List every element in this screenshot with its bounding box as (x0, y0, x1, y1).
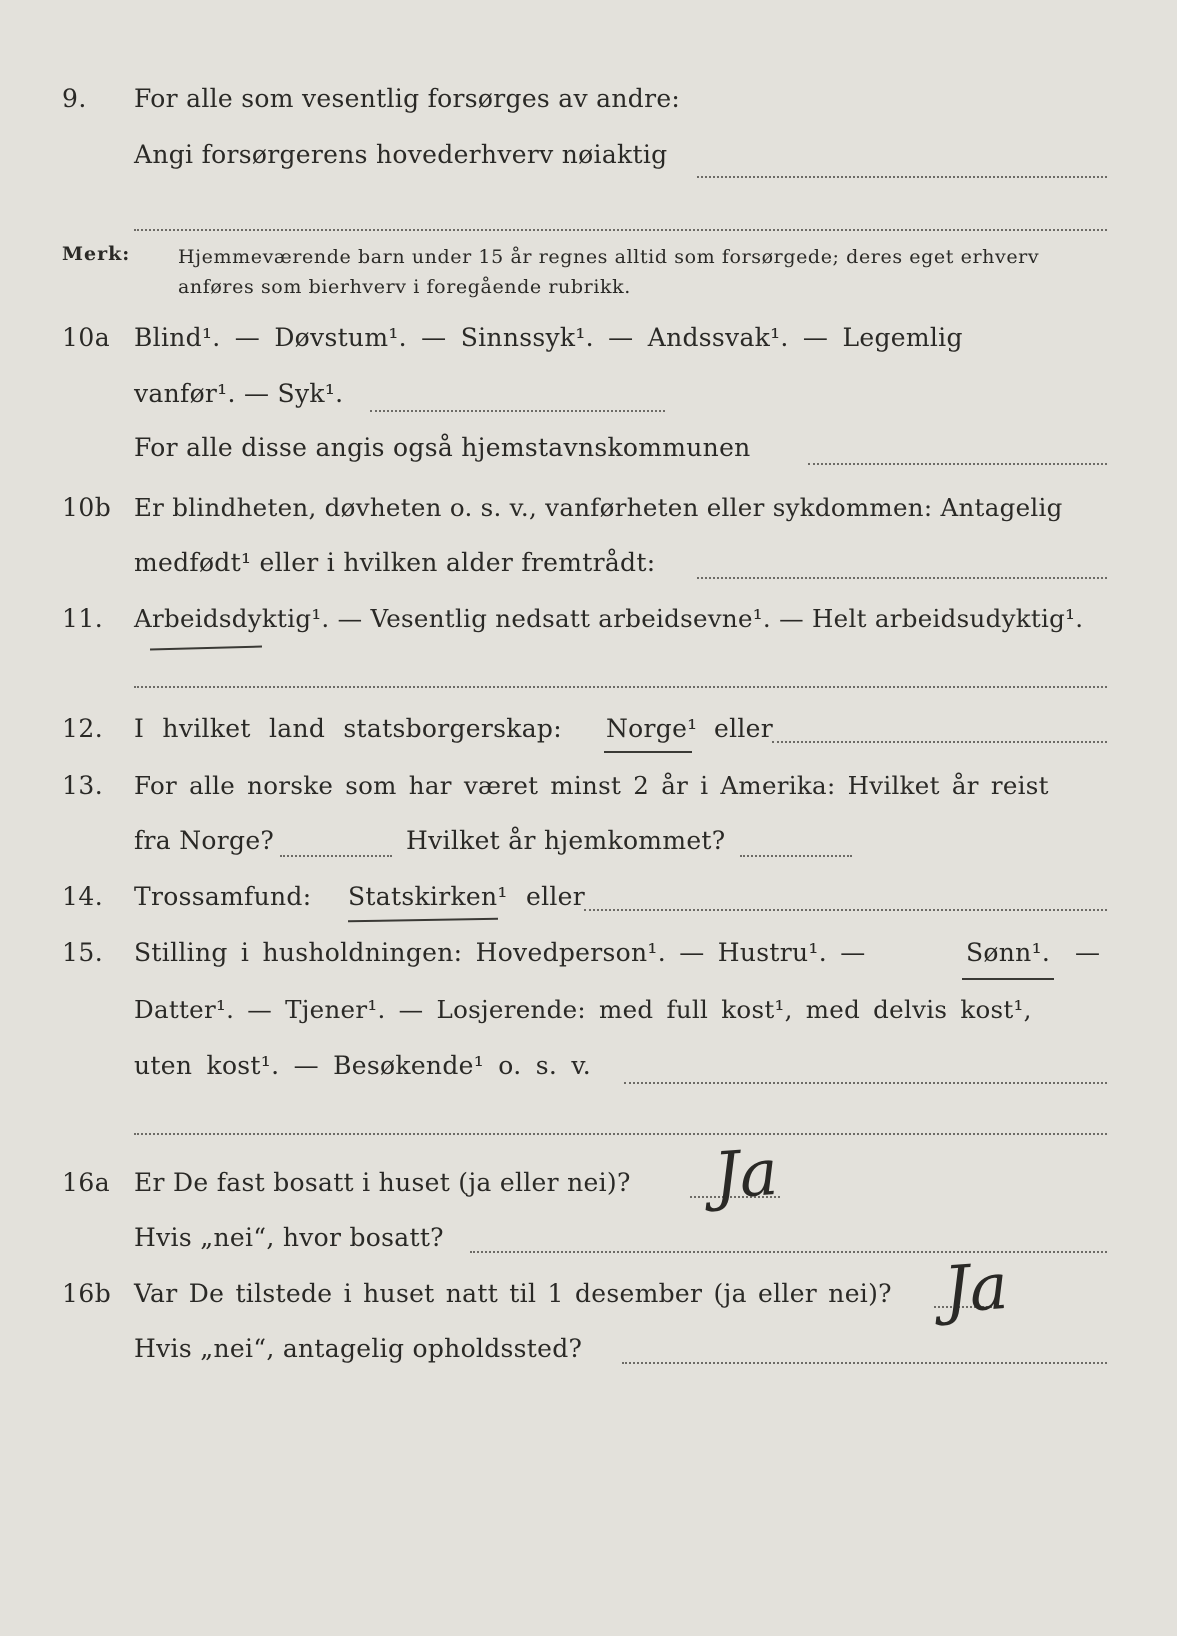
question-number: 15. (62, 938, 104, 967)
answer-line[interactable] (697, 176, 1107, 178)
note-text: Hjemmeværende barn under 15 år regnes alltid som forsørgede; deres eget erhverv (178, 246, 1040, 268)
question-16b-line-2 (0, 1334, 1177, 1378)
question-number: 16a (62, 1168, 111, 1197)
question-text: eller (714, 714, 774, 743)
handwritten-underline (962, 978, 1054, 980)
question-text: Er De fast bosatt i huset (ja eller nei)? (134, 1168, 631, 1197)
question-text: For alle norske som har været minst 2 år i Amerika: Hvilket år reist (134, 771, 1049, 800)
handwritten-answer: Ja (941, 1249, 1011, 1329)
question-text: Var De tilstede i huset natt til 1 desember (ja eller nei)? (134, 1279, 892, 1308)
question-15-line-2 (0, 995, 1177, 1039)
question-text: For alle som vesentlig forsørges av andre: (134, 84, 681, 113)
question-text: medfødt¹ eller i hvilken alder fremtrådt: (134, 548, 656, 577)
question-15-line-3 (0, 1051, 1177, 1095)
question-text: Arbeidsdyktig¹. — Vesentlig nedsatt arbeidsevne¹. — Helt arbeidsudyktig¹. (134, 604, 1084, 633)
question-13 (0, 771, 1177, 815)
question-text: Angi forsørgerens hovederhverv nøiaktig (134, 140, 668, 169)
answer-line[interactable] (470, 1251, 1107, 1253)
question-text: For alle disse angis også hjemstavnskommunen (134, 433, 751, 462)
question-number: 16b (62, 1279, 112, 1308)
answer-line[interactable] (772, 741, 1107, 743)
question-11 (0, 604, 1177, 648)
answer-line[interactable] (808, 463, 1107, 465)
question-text: Hvilket år hjemkommet? (406, 826, 726, 855)
question-text: Hvis „nei“, antagelig opholdssted? (134, 1334, 583, 1363)
question-16a (0, 1168, 1177, 1212)
question-number: 9. (62, 84, 87, 113)
answer-line[interactable] (134, 229, 1107, 231)
question-13-line-2 (0, 826, 1177, 870)
question-number: 10a (62, 323, 111, 352)
note-label: Merk: (62, 243, 131, 265)
question-text: vanfør¹. — Syk¹. (134, 379, 344, 408)
question-text: Er blindheten, døvheten o. s. v., vanførheten eller sykdommen: Antagelig (134, 493, 1063, 522)
question-text: I hvilket land statsborgerskap: (134, 714, 562, 743)
answer-line[interactable] (370, 410, 665, 412)
question-number: 12. (62, 714, 104, 743)
question-14 (0, 882, 1177, 926)
answer-line[interactable] (697, 577, 1107, 579)
question-text: Stilling i husholdningen: Hovedperson¹. — Hustru¹. — (134, 938, 866, 967)
question-9 (0, 84, 1177, 128)
question-text: — (1075, 938, 1101, 967)
answer-line[interactable] (624, 1082, 1107, 1084)
question-10a-line-3 (0, 433, 1177, 477)
answer-line[interactable] (584, 909, 1107, 911)
question-number: 11. (62, 604, 104, 633)
question-12 (0, 714, 1177, 758)
question-15 (0, 938, 1177, 982)
selected-option: Sønn¹. (966, 938, 1051, 967)
handwritten-underline (604, 751, 692, 753)
question-10a (0, 323, 1177, 367)
note-text: anføres som bierhverv i foregående rubrikk. (178, 276, 631, 298)
selected-option: Statskirken¹ (348, 882, 508, 911)
question-number: 14. (62, 882, 104, 911)
selected-option: Norge¹ (606, 714, 698, 743)
question-text: Blind¹. — Døvstum¹. — Sinnssyk¹. — Andssvak¹. — Legemlig (134, 323, 963, 352)
question-10a-line-2 (0, 379, 1177, 423)
answer-line[interactable] (622, 1362, 1107, 1364)
question-text: fra Norge? (134, 826, 275, 855)
answer-line[interactable] (134, 686, 1107, 688)
question-number: 10b (62, 493, 112, 522)
question-text: eller (526, 882, 586, 911)
handwritten-answer: Ja (711, 1135, 781, 1215)
question-text: uten kost¹. — Besøkende¹ o. s. v. (134, 1051, 592, 1080)
answer-line[interactable] (740, 855, 852, 857)
question-text: Datter¹. — Tjener¹. — Losjerende: med full kost¹, med delvis kost¹, (134, 995, 1032, 1024)
question-text: Hvis „nei“, hvor bosatt? (134, 1223, 444, 1252)
answer-line[interactable] (134, 1133, 1107, 1135)
question-10b (0, 493, 1177, 537)
question-number: 13. (62, 771, 104, 800)
answer-line[interactable] (280, 855, 392, 857)
question-text: Trossamfund: (134, 882, 312, 911)
question-10b-line-2 (0, 548, 1177, 592)
